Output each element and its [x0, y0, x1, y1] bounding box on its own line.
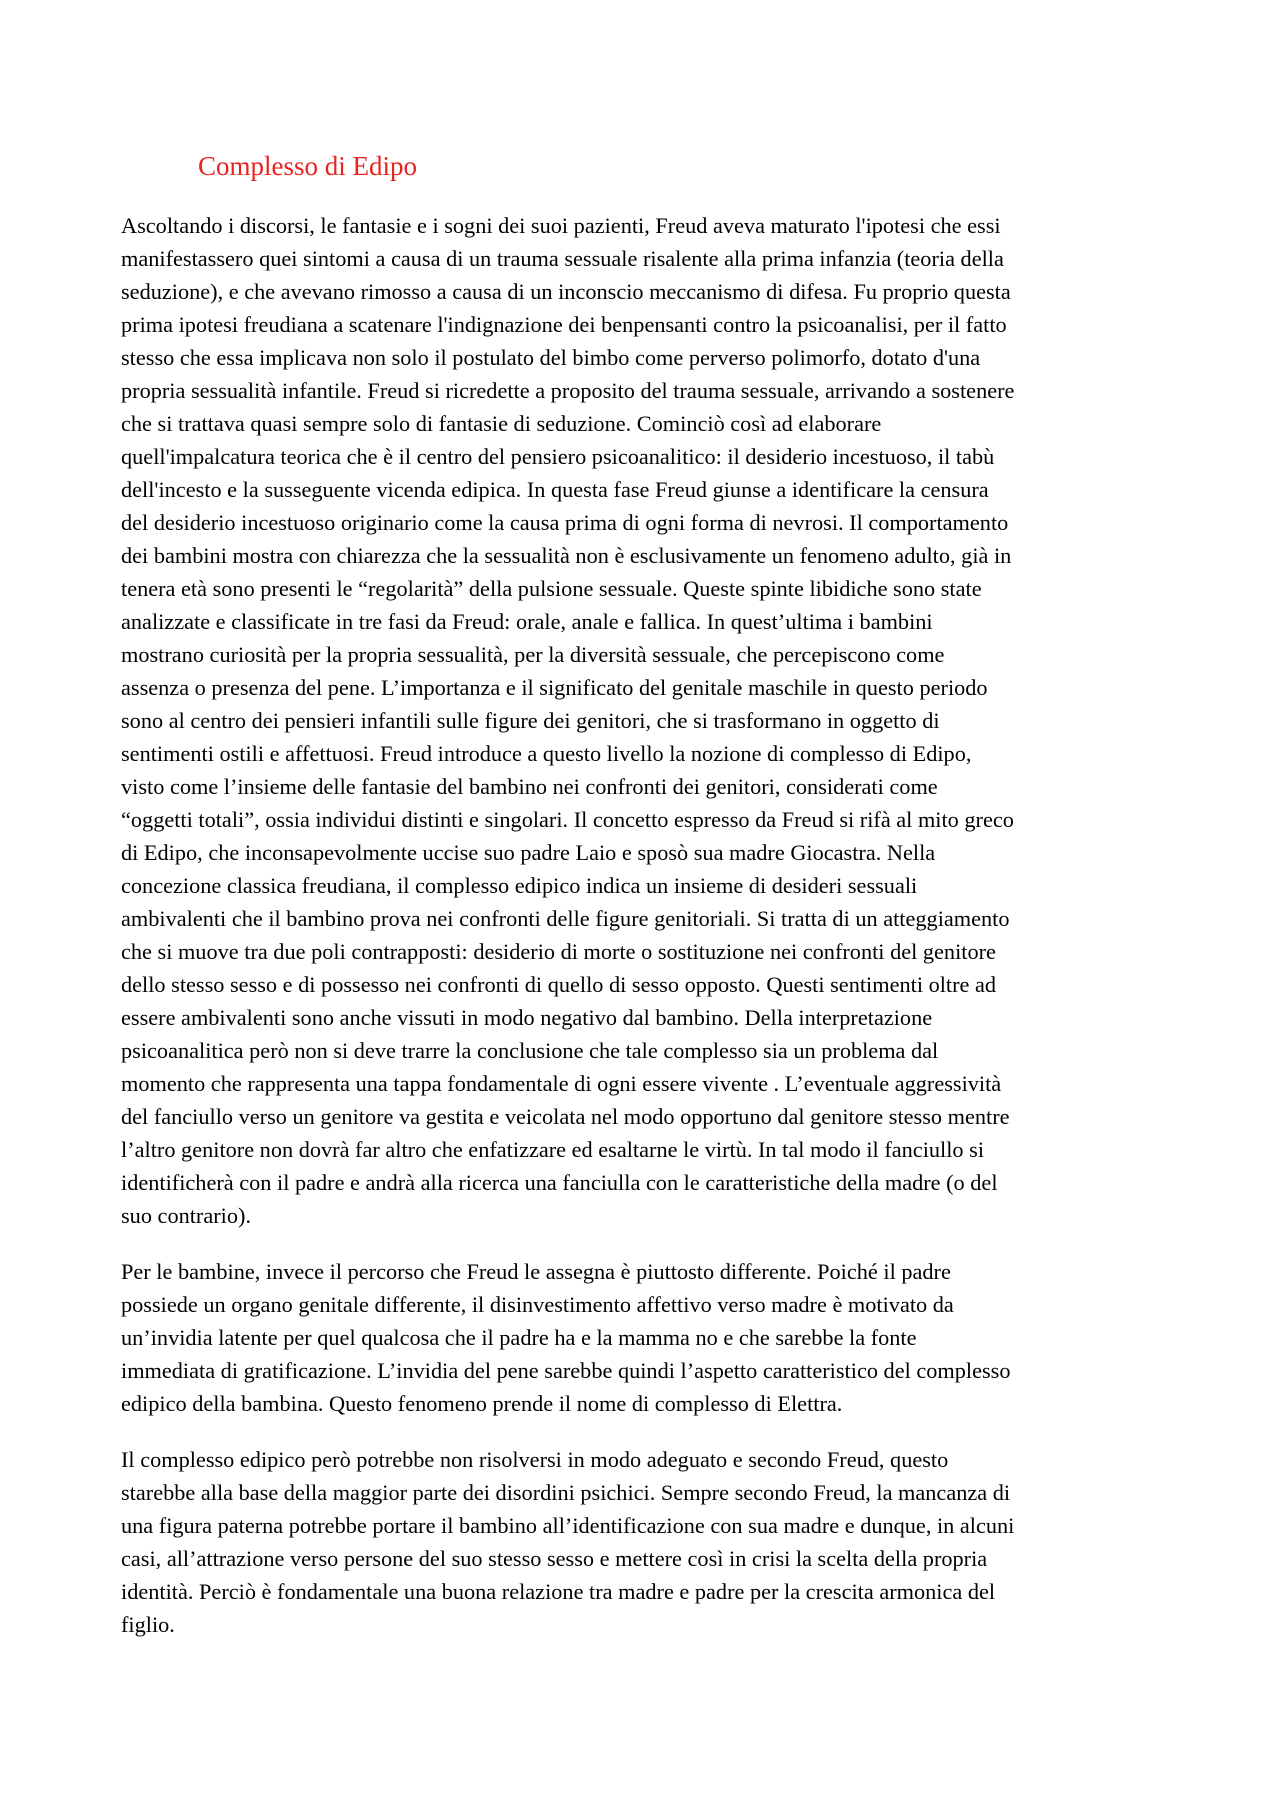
text-line: immediata di gratificazione. L’invidia del pene sarebbe quindi l’aspetto caratteristico del complesso	[121, 1358, 1011, 1383]
text-line: del fanciullo verso un genitore va gestita e veicolata nel modo opportuno dal genitore stesso mentre	[121, 1104, 1010, 1129]
text-line: propria sessualità infantile. Freud si ricredette a proposito del trauma sessuale, arrivando a sostenere	[121, 378, 1015, 403]
text-line: identificherà con il padre e andrà alla ricerca una fanciulla con le caratteristiche della madre (o del	[121, 1170, 998, 1195]
text-line: momento che rappresenta una tappa fondamentale di ogni essere vivente . L’eventuale aggressività	[121, 1071, 1002, 1096]
text-line: analizzate e classificate in tre fasi da Freud: orale, anale e fallica. In quest’ultima i bambini	[121, 609, 933, 634]
text-line: psicoanalitica però non si deve trarre la conclusione che tale complesso sia un problema dal	[121, 1038, 939, 1063]
text-line: dello stesso sesso e di possesso nei confronti di quello di sesso opposto. Questi sentimenti oltre ad	[121, 972, 997, 997]
text-line: Ascoltando i discorsi, le fantasie e i sogni dei suoi pazienti, Freud aveva maturato l'ipotesi che essi	[121, 213, 1001, 238]
text-line: edipico della bambina. Questo fenomeno prende il nome di complesso di Elettra.	[121, 1391, 843, 1416]
text-line: figlio.	[121, 1612, 175, 1637]
paragraph	[121, 209, 1171, 1232]
text-line: sentimenti ostili e affettuosi. Freud introduce a questo livello la nozione di complesso di Edipo,	[121, 741, 972, 766]
paragraph	[121, 1255, 1171, 1420]
text-line: dell'incesto e la susseguente vicenda edipica. In questa fase Freud giunse a identificare la censura	[121, 477, 989, 502]
text-line: identità. Perciò è fondamentale una buona relazione tra madre e padre per la crescita armonica del	[121, 1579, 996, 1604]
text-line: prima ipotesi freudiana a scatenare l'indignazione dei benpensanti contro la psicoanalisi, per il fatto	[121, 312, 1007, 337]
text-line: stesso che essa implicava non solo il postulato del bimbo come perverso polimorfo, dotato d'una	[121, 345, 981, 370]
text-line: di Edipo, che inconsapevolmente uccise suo padre Laio e sposò sua madre Giocastra. Nella	[121, 840, 936, 865]
document-title: Complesso di Edipo	[198, 151, 418, 181]
paragraph	[121, 1443, 1171, 1641]
text-line: Per le bambine, invece il percorso che Freud le assegna è piuttosto differente. Poiché il padre	[121, 1259, 951, 1284]
text-line: tenera età sono presenti le “regolarità” della pulsione sessuale. Queste spinte libidiche sono state	[121, 576, 982, 601]
text-line: ambivalenti che il bambino prova nei confronti delle figure genitoriali. Si tratta di un atteggiamento	[121, 906, 1010, 931]
document-body	[121, 209, 1171, 1664]
text-line: l’altro genitore non dovrà far altro che enfatizzare ed esaltarne le virtù. In tal modo il fanciullo si	[121, 1137, 985, 1162]
text-line: sono al centro dei pensieri infantili sulle figure dei genitori, che si trasformano in oggetto di	[121, 708, 940, 733]
text-line: un’invidia latente per quel qualcosa che il padre ha e la mamma no e che sarebbe la fonte	[121, 1325, 917, 1350]
text-line: assenza o presenza del pene. L’importanza e il significato del genitale maschile in questo periodo	[121, 675, 988, 700]
text-line: seduzione), e che avevano rimosso a causa di un inconscio meccanismo di difesa. Fu proprio questa	[121, 279, 1011, 304]
text-line: una figura paterna potrebbe portare il bambino all’identificazione con sua madre e dunque, in alcuni	[121, 1513, 1015, 1538]
text-line: manifestassero quei sintomi a causa di un trauma sessuale risalente alla prima infanzia (teoria della	[121, 246, 1004, 271]
text-line: visto come l’insieme delle fantasie del bambino nei confronti dei genitori, considerati come	[121, 774, 938, 799]
text-line: mostrano curiosità per la propria sessualità, per la diversità sessuale, che percepiscono come	[121, 642, 945, 667]
text-line: che si trattava quasi sempre solo di fantasie di seduzione. Cominciò così ad elaborare	[121, 411, 882, 436]
text-line: che si muove tra due poli contrapposti: desiderio di morte o sostituzione nei confronti del genitore	[121, 939, 996, 964]
text-line: “oggetti totali”, ossia individui distinti e singolari. Il concetto espresso da Freud si rifà al mito greco	[121, 807, 1014, 832]
text-line: casi, all’attrazione verso persone del suo stesso sesso e mettere così in crisi la scelta della propria	[121, 1546, 988, 1571]
text-line: dei bambini mostra con chiarezza che la sessualità non è esclusivamente un fenomeno adulto, già in	[121, 543, 1012, 568]
text-line: suo contrario).	[121, 1203, 252, 1228]
text-line: concezione classica freudiana, il complesso edipico indica un insieme di desideri sessuali	[121, 873, 918, 898]
text-line: del desiderio incestuoso originario come la causa prima di ogni forma di nevrosi. Il comportamento	[121, 510, 1009, 535]
text-line: essere ambivalenti sono anche vissuti in modo negativo dal bambino. Della interpretazione	[121, 1005, 933, 1030]
text-line: Il complesso edipico però potrebbe non risolversi in modo adeguato e secondo Freud, questo	[121, 1447, 949, 1472]
text-line: possiede un organo genitale differente, il disinvestimento affettivo verso madre è motivato da	[121, 1292, 954, 1317]
text-line: starebbe alla base della maggior parte dei disordini psichici. Sempre secondo Freud, la mancanza di	[121, 1480, 1011, 1505]
text-line: quell'impalcatura teorica che è il centro del pensiero psicoanalitico: il desiderio incestuoso, il tabù	[121, 444, 995, 469]
